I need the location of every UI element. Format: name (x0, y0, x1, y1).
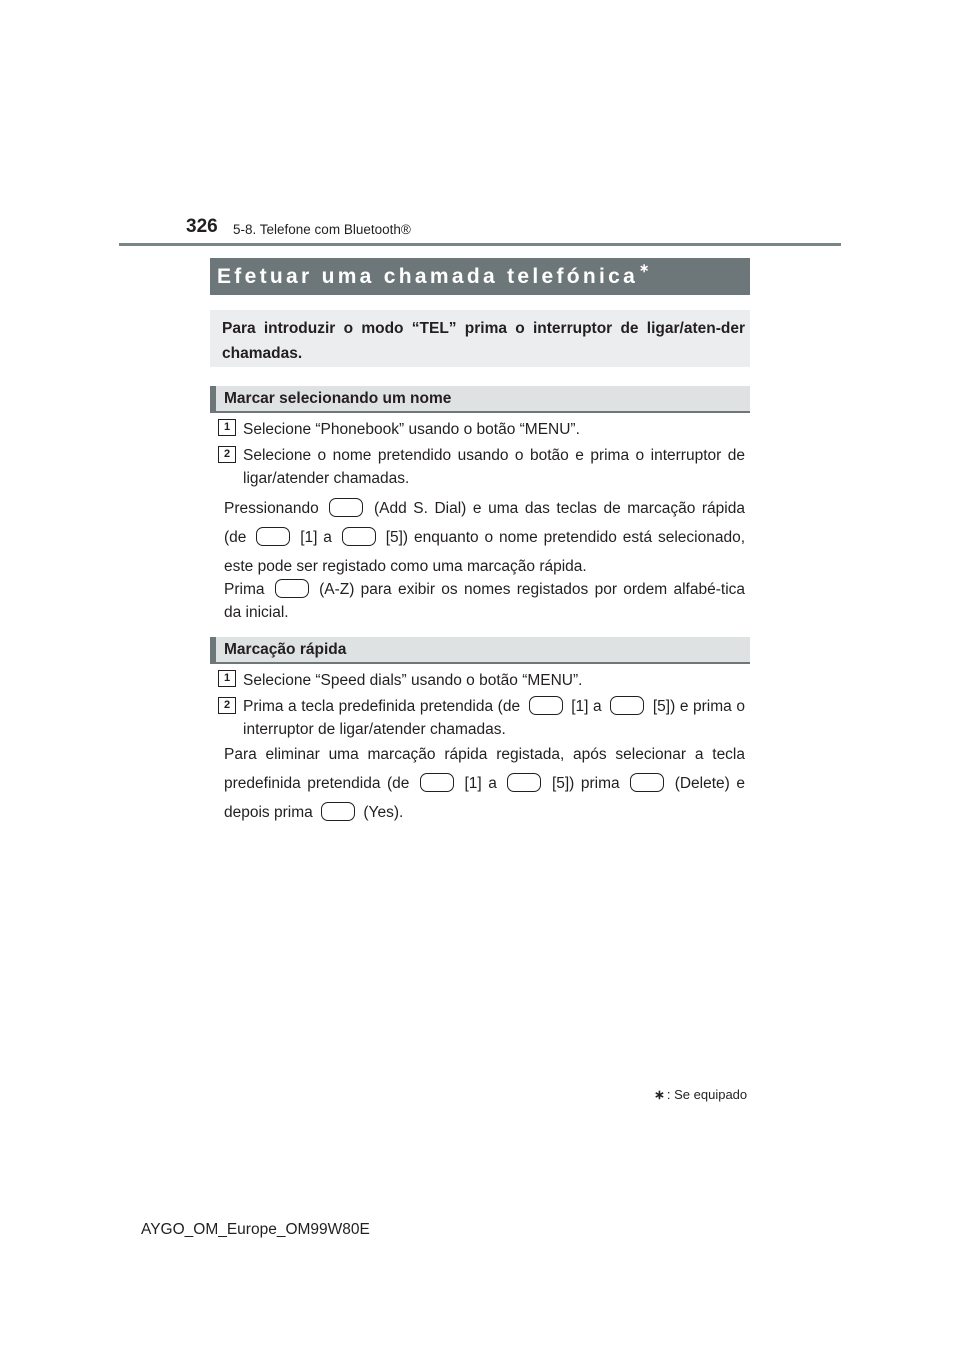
section-header-label: Marcar selecionando um nome (224, 389, 452, 407)
preset-key-icon (342, 527, 376, 546)
delete-key-icon (630, 773, 664, 792)
step-number-2: 2 (218, 446, 236, 463)
preset-key-icon (256, 527, 290, 546)
note-paragraph (224, 578, 745, 624)
yes-key-icon (321, 802, 355, 821)
step-text-part: Prima a tecla predefinida pretendida (de (243, 698, 521, 715)
section-header-speed-dial (210, 637, 750, 664)
step-text (243, 695, 745, 741)
page-title-bar (210, 258, 750, 295)
footer-document-code: AYGO_OM_Europe_OM99W80E (141, 1221, 370, 1238)
note-paragraph (224, 740, 745, 827)
preset-key-icon (507, 773, 541, 792)
step-number-1: 1 (218, 419, 236, 436)
equipped-mark: ∗ (639, 260, 650, 275)
a-z-key-icon (275, 579, 309, 598)
header-rule (119, 243, 841, 246)
step-text: Selecione “Phonebook” usando o botão “MENU”. (243, 421, 580, 438)
step-number-2: 2 (218, 697, 236, 714)
preset-key-icon (529, 696, 563, 715)
footnote (654, 1087, 747, 1103)
step-text-part: [5]) e prima o interruptor de ligar/atender chamadas. (243, 698, 745, 738)
note-text: [1] a (300, 529, 332, 546)
preset-key-icon (610, 696, 644, 715)
footnote-mark: ∗ (654, 1087, 665, 1102)
intro-box: Para introduzir o modo “TEL” prima o interruptor de ligar/aten-der chamadas. (210, 310, 750, 367)
note-text: Prima (224, 581, 265, 598)
page-number: 326 (186, 216, 218, 237)
step-text: Selecione “Speed dials” usando o botão “MENU”. (243, 672, 583, 689)
page-title: Efetuar uma chamada telefónica (217, 264, 639, 288)
add-speed-dial-key-icon (329, 498, 363, 517)
preset-key-icon (420, 773, 454, 792)
step-number-1: 1 (218, 670, 236, 687)
note-text: Pressionando (224, 500, 319, 517)
note-text: [1] a (464, 775, 497, 792)
footnote-text: : Se equipado (666, 1087, 748, 1102)
note-text: Para eliminar uma marcação rápida registada, após selecionar a tecla predefinida pretendida (de (224, 746, 745, 792)
note-text: (Add S. Dial) e uma das teclas de marcação rápida (de (224, 500, 745, 546)
step-text: Selecione o nome pretendido usando o botão e prima o interruptor de ligar/atender chamadas. (243, 447, 745, 487)
note-text: [5]) prima (551, 775, 620, 792)
section-reference: 5-8. Telefone com Bluetooth® (233, 222, 411, 237)
section-header-name-dial (210, 386, 750, 413)
note-paragraph (224, 494, 745, 581)
note-text: (Delete) e depois prima (224, 775, 745, 821)
note-text: [5]) enquanto o nome pretendido está selecionado, este pode ser registado como uma marcação rápida. (224, 529, 746, 575)
section-header-label: Marcação rápida (224, 640, 347, 658)
note-text: (Yes). (363, 804, 404, 821)
step-text-part: [1] a (571, 698, 602, 715)
note-text: (A-Z) para exibir os nomes registados por ordem alfabé-tica da inicial. (224, 581, 746, 621)
